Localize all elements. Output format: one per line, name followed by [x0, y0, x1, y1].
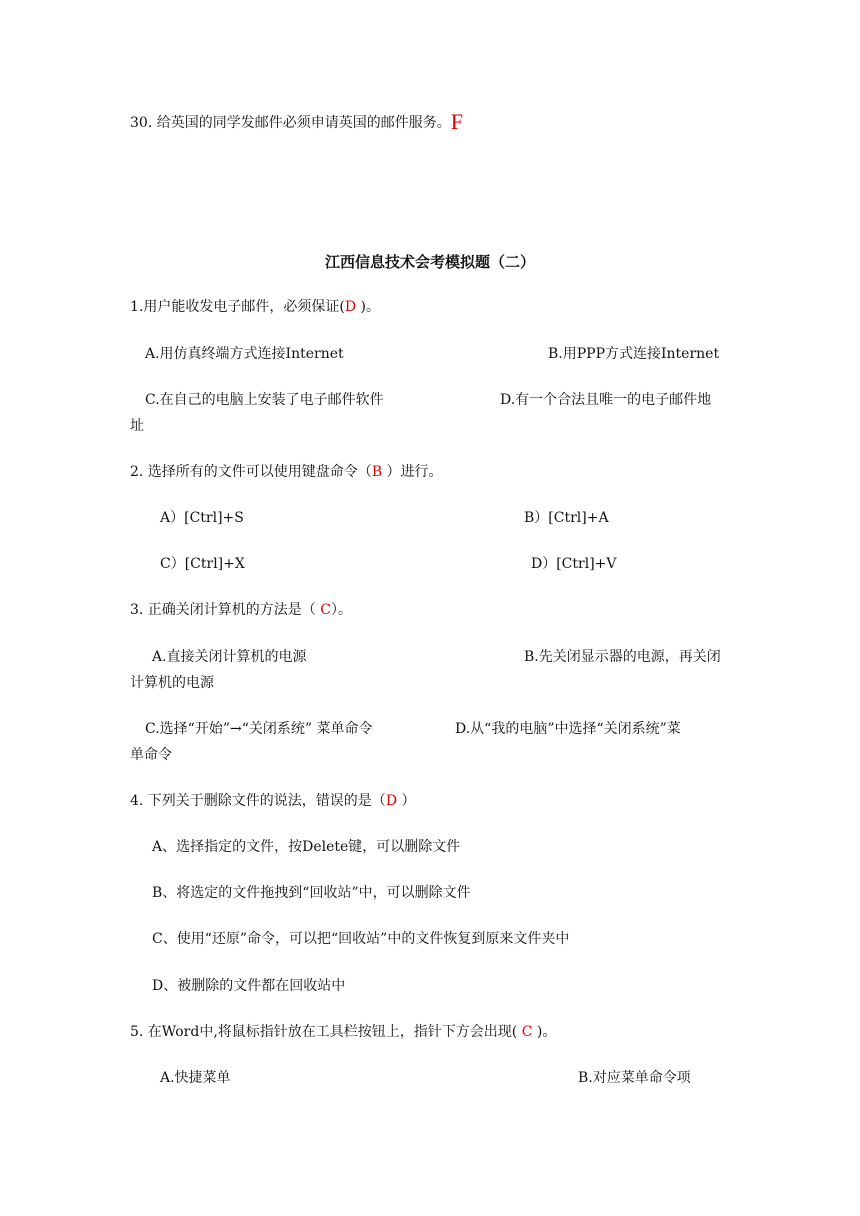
question-3	[130, 600, 352, 620]
question-5-option-b: B.对应菜单命令项	[578, 1070, 691, 1086]
question-1-option-c: C.在自己的电脑上安装了电子邮件软件	[145, 392, 384, 408]
question-2-answer: B	[371, 464, 383, 480]
question-5-suffix: )。	[532, 1024, 557, 1040]
question-3-option-b: B.先关闭显示器的电源，再关闭	[524, 649, 721, 665]
question-5-option-a: A.快捷菜单	[160, 1070, 231, 1086]
question-1-option-a: A.用仿真终端方式连接Internet	[145, 346, 344, 362]
question-3-option-d: D.从“我的电脑”中选择“关闭系统”菜	[455, 721, 681, 737]
question-2-option-b: B）[Ctrl]+A	[524, 510, 609, 526]
question-1-answer: D	[344, 299, 357, 315]
question-1-prefix: 1.用户能收发电子邮件，必须保证(	[130, 299, 345, 315]
question-2-option-a: A）[Ctrl]+S	[160, 510, 244, 526]
question-4-option-a: A、选择指定的文件，按Delete键，可以删除文件	[152, 839, 461, 855]
question-5	[130, 1022, 556, 1042]
question-4-prefix: 4. 下列关于删除文件的说法，错误的是（	[130, 793, 386, 809]
question-30	[130, 110, 463, 133]
question-2	[130, 462, 443, 482]
question-5-answer: C	[521, 1024, 533, 1040]
question-2-option-d: D）[Ctrl]+V	[531, 556, 617, 572]
question-3-option-b-continued: 计算机的电源	[130, 675, 214, 691]
question-4-option-b: B、将选定的文件拖拽到“回收站”中，可以删除文件	[152, 885, 471, 901]
question-3-prefix: 3. 正确关闭计算机的方法是（	[130, 602, 321, 618]
question-1-option-d-continued: 址	[130, 418, 144, 434]
exam-title: 江西信息技术会考模拟题（二）	[324, 253, 535, 271]
question-5-prefix: 5. 在Word中,将鼠标指针放在工具栏按钮上，指针下方会出现(	[130, 1024, 522, 1040]
question-2-option-c: C）[Ctrl]+X	[160, 556, 245, 572]
question-2-suffix: ）进行。	[382, 464, 443, 480]
question-2-prefix: 2. 选择所有的文件可以使用键盘命令（	[130, 464, 372, 480]
question-4-option-d: D、被删除的文件都在回收站中	[152, 978, 346, 994]
question-1-option-d: D.有一个合法且唯一的电子邮件地	[500, 392, 712, 408]
question-3-answer: C	[320, 602, 331, 618]
question-1-option-b: B.用PPP方式连接Internet	[548, 346, 720, 362]
question-3-suffix: ）。	[330, 602, 352, 618]
question-4-answer: D	[385, 793, 398, 809]
question-4-option-c: C、使用“还原”命令，可以把“回收站”中的文件恢复到原来文件夹中	[152, 931, 570, 947]
question-1	[130, 297, 380, 317]
question-4	[130, 791, 416, 811]
question-3-option-d-continued: 单命令	[130, 747, 172, 763]
question-4-suffix: ）	[397, 793, 416, 809]
question-1-suffix: )。	[356, 299, 380, 315]
question-3-option-a: A.直接关闭计算机的电源	[152, 649, 307, 665]
question-3-option-c: C.选择“开始”→“关闭系统” 菜单命令	[145, 721, 373, 737]
question-30-answer: F	[450, 109, 463, 134]
question-30-text: 30. 给英国的同学发邮件必须申请英国的邮件服务。	[130, 115, 451, 131]
